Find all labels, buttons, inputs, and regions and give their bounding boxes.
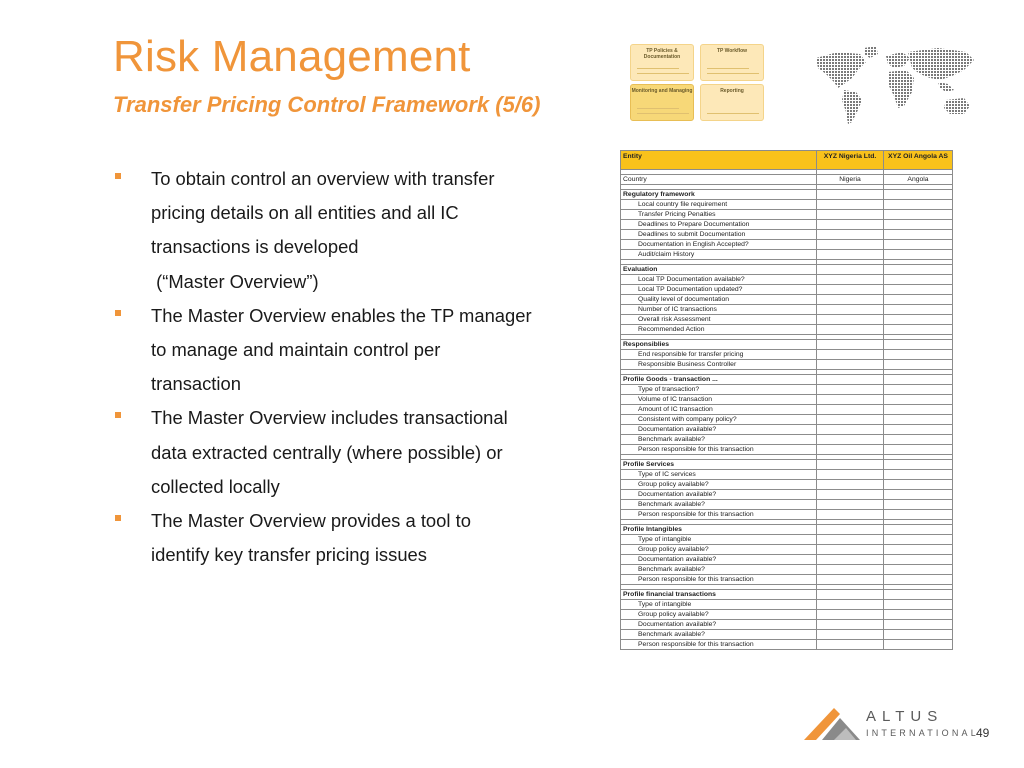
table-cell <box>817 230 884 240</box>
row-label: Audit/claim History <box>621 250 817 260</box>
bullet-text-line: The Master Overview enables the TP manager <box>151 304 532 326</box>
page-number: 49 <box>976 726 990 740</box>
table-cell <box>884 305 953 315</box>
row-label: Benchmark available? <box>621 435 817 445</box>
diagram-box-label: TP Policies & Documentation <box>643 48 681 60</box>
row-label: Type of intangible <box>621 600 817 610</box>
table-cell <box>817 375 884 385</box>
table-cell <box>817 480 884 490</box>
table-cell <box>884 490 953 500</box>
row-label: Local TP Documentation available? <box>621 275 817 285</box>
framework-diagram <box>630 44 765 120</box>
table-row <box>621 405 953 415</box>
table-cell <box>817 510 884 520</box>
table-row <box>621 325 953 335</box>
row-label: Type of intangible <box>621 535 817 545</box>
table-cell <box>884 210 953 220</box>
row-label: Group policy available? <box>621 480 817 490</box>
table-cell <box>884 385 953 395</box>
bullet-square-icon <box>115 412 121 418</box>
bullet-item <box>113 299 593 402</box>
table-cell <box>817 305 884 315</box>
section-title: Responsiblies <box>621 340 817 350</box>
table-cell <box>817 620 884 630</box>
row-label: Deadlines to Prepare Documentation <box>621 220 817 230</box>
table-row <box>621 385 953 395</box>
bullet-item <box>113 401 593 504</box>
table-row <box>621 640 953 650</box>
row-label: Benchmark available? <box>621 630 817 640</box>
table-row <box>621 575 953 585</box>
diagram-box-label: Reporting <box>720 88 744 94</box>
section-title: Profile Goods - transaction ... <box>621 375 817 385</box>
table-cell <box>817 385 884 395</box>
table-header-row <box>621 151 953 170</box>
table-cell <box>884 230 953 240</box>
table-cell <box>817 415 884 425</box>
table-cell <box>884 375 953 385</box>
table-row <box>621 555 953 565</box>
section-title: Profile Services <box>621 460 817 470</box>
row-label: Documentation available? <box>621 425 817 435</box>
header-entity-1: XYZ Nigeria Ltd. <box>817 151 884 170</box>
logo-text-altus: ALTUS <box>866 708 944 725</box>
table-cell <box>884 445 953 455</box>
table-cell <box>884 250 953 260</box>
row-label: Documentation available? <box>621 620 817 630</box>
table-section-row <box>621 525 953 535</box>
row-label: Benchmark available? <box>621 500 817 510</box>
table-cell <box>884 630 953 640</box>
table-cell <box>817 500 884 510</box>
table-cell <box>817 295 884 305</box>
row-label: Type of transaction? <box>621 385 817 395</box>
row-label: Quality level of documentation <box>621 295 817 305</box>
diagram-box-monitoring <box>630 84 694 121</box>
row-label: Benchmark available? <box>621 565 817 575</box>
row-label: Recommended Action <box>621 325 817 335</box>
row-label: Person responsible for this transaction <box>621 575 817 585</box>
table-row <box>621 630 953 640</box>
table-cell <box>884 275 953 285</box>
table-row <box>621 275 953 285</box>
master-overview-table <box>620 150 953 650</box>
section-title: Profile financial transactions <box>621 590 817 600</box>
bullet-text-line: to manage and maintain control per <box>151 339 441 361</box>
altus-logo-mark-icon <box>804 706 864 742</box>
table-cell <box>884 500 953 510</box>
table-cell <box>884 350 953 360</box>
table-section-row <box>621 190 953 200</box>
row-label: Number of IC transactions <box>621 305 817 315</box>
table-cell <box>817 575 884 585</box>
table-cell <box>884 285 953 295</box>
bullet-text-line: transactions is developed <box>151 236 359 258</box>
table-row <box>621 315 953 325</box>
diagram-box-label: Monitoring and Managing <box>631 88 693 94</box>
table-cell <box>817 445 884 455</box>
bullet-item <box>113 504 593 572</box>
bullet-text-line: (“Master Overview”) <box>151 270 319 292</box>
logo-text-international: INTERNATIONAL <box>866 728 979 738</box>
bullet-square-icon <box>115 515 121 521</box>
table-cell <box>884 295 953 305</box>
table-row <box>621 470 953 480</box>
table-cell <box>817 220 884 230</box>
table-cell <box>817 210 884 220</box>
row-label: Person responsible for this transaction <box>621 510 817 520</box>
table-cell <box>817 600 884 610</box>
table-cell <box>817 630 884 640</box>
table-cell <box>817 340 884 350</box>
table-row <box>621 480 953 490</box>
table-cell <box>817 325 884 335</box>
table-cell <box>817 590 884 600</box>
table-row <box>621 250 953 260</box>
table-cell <box>884 510 953 520</box>
table-section-row <box>621 375 953 385</box>
table-row <box>621 500 953 510</box>
table-row <box>621 620 953 630</box>
table-cell <box>817 405 884 415</box>
row-label: Documentation available? <box>621 490 817 500</box>
table-cell <box>817 250 884 260</box>
table-cell <box>884 620 953 630</box>
table-row <box>621 200 953 210</box>
diagram-box-tp-workflow <box>700 44 764 81</box>
table-cell <box>884 265 953 275</box>
table-row <box>621 285 953 295</box>
section-title: Profile Intangibles <box>621 525 817 535</box>
table-row <box>621 360 953 370</box>
row-label: Transfer Pricing Penalties <box>621 210 817 220</box>
row-label: Volume of IC transaction <box>621 395 817 405</box>
table-row <box>621 395 953 405</box>
table-row <box>621 240 953 250</box>
table-cell <box>817 565 884 575</box>
bullet-text-line: To obtain control an overview with transfer <box>151 168 495 189</box>
bullet-text-line: The Master Overview includes transactional <box>151 407 508 429</box>
table-cell <box>817 395 884 405</box>
row-label: End responsible for transfer pricing <box>621 350 817 360</box>
section-title: Regulatory framework <box>621 190 817 200</box>
table-cell <box>884 610 953 620</box>
table-cell <box>884 415 953 425</box>
table-cell <box>817 360 884 370</box>
header-entity: Entity <box>621 151 817 170</box>
table-cell <box>884 200 953 210</box>
row-label: Group policy available? <box>621 545 817 555</box>
table-row <box>621 535 953 545</box>
bullet-text-line: data extracted centrally (where possible) or <box>151 441 503 463</box>
table-cell <box>884 435 953 445</box>
table-cell <box>817 350 884 360</box>
bullet-square-icon <box>115 173 121 179</box>
table-row <box>621 230 953 240</box>
table-cell <box>817 535 884 545</box>
table-cell <box>884 525 953 535</box>
bullet-text-line: The Master Overview provides a tool to <box>151 510 471 532</box>
table-cell <box>884 555 953 565</box>
table-cell <box>817 470 884 480</box>
section-title: Evaluation <box>621 265 817 275</box>
table-cell <box>884 545 953 555</box>
row-label: Responsible Business Controller <box>621 360 817 370</box>
diagram-box-tp-policies <box>630 44 694 81</box>
row-label: Person responsible for this transaction <box>621 640 817 650</box>
table-cell <box>884 325 953 335</box>
table-cell <box>817 555 884 565</box>
country-label: Country <box>621 175 817 185</box>
table-row <box>621 295 953 305</box>
table-cell <box>884 220 953 230</box>
table-cell <box>884 565 953 575</box>
slide-subtitle: Transfer Pricing Control Framework (5/6) <box>113 92 541 117</box>
row-label: Local TP Documentation updated? <box>621 285 817 295</box>
row-label: Type of IC services <box>621 470 817 480</box>
row-label: Person responsible for this transaction <box>621 445 817 455</box>
table-cell <box>884 360 953 370</box>
country-value-2: Angola <box>884 175 953 185</box>
table-cell <box>884 425 953 435</box>
table-cell <box>884 395 953 405</box>
table-row <box>621 545 953 555</box>
bullet-square-icon <box>115 310 121 316</box>
diagram-box-reporting <box>700 84 764 121</box>
table-row <box>621 305 953 315</box>
table-section-row <box>621 265 953 275</box>
table-cell <box>817 525 884 535</box>
table-cell <box>884 535 953 545</box>
table-cell <box>817 545 884 555</box>
row-label: Group policy available? <box>621 610 817 620</box>
table-cell <box>817 315 884 325</box>
table-cell <box>884 405 953 415</box>
table-cell <box>817 200 884 210</box>
table-cell <box>884 480 953 490</box>
bullet-item <box>113 162 593 299</box>
table-cell <box>817 190 884 200</box>
row-label: Deadlines to submit Documentation <box>621 230 817 240</box>
table-cell <box>884 600 953 610</box>
table-cell <box>884 575 953 585</box>
table-cell <box>884 460 953 470</box>
table-row <box>621 435 953 445</box>
table-cell <box>817 460 884 470</box>
table-cell <box>884 315 953 325</box>
bullet-text-line: identify key transfer pricing issues <box>151 544 427 566</box>
row-label: Overall risk Assessment <box>621 315 817 325</box>
header-entity-2: XYZ Oil Angola AS <box>884 151 953 170</box>
slide-title: Risk Management <box>113 32 471 81</box>
altus-logo <box>804 706 979 742</box>
table-cell <box>817 435 884 445</box>
country-value-1: Nigeria <box>817 175 884 185</box>
table-cell <box>817 490 884 500</box>
table-cell <box>817 425 884 435</box>
bullet-list <box>113 162 593 572</box>
table-row <box>621 490 953 500</box>
table-section-row <box>621 590 953 600</box>
bullet-text-line: collected locally <box>151 475 280 497</box>
table-cell <box>884 590 953 600</box>
table-row <box>621 510 953 520</box>
table-cell <box>884 340 953 350</box>
table-cell <box>817 285 884 295</box>
diagram-box-label: TP Workflow <box>716 48 748 54</box>
table-cell <box>817 240 884 250</box>
table-cell <box>817 610 884 620</box>
table-row <box>621 565 953 575</box>
table-cell <box>884 470 953 480</box>
table-cell <box>884 190 953 200</box>
table-cell <box>817 275 884 285</box>
row-label: Documentation available? <box>621 555 817 565</box>
table-cell <box>884 640 953 650</box>
row-label: Consistent with company policy? <box>621 415 817 425</box>
table-row <box>621 210 953 220</box>
bullet-text-line: transaction <box>151 373 241 395</box>
table-row <box>621 415 953 425</box>
row-label: Local country file requirement <box>621 200 817 210</box>
table-cell <box>817 640 884 650</box>
table-cell <box>884 240 953 250</box>
table-section-row <box>621 460 953 470</box>
row-label: Amount of IC transaction <box>621 405 817 415</box>
table-row <box>621 425 953 435</box>
world-map-image <box>808 44 980 130</box>
table-row <box>621 220 953 230</box>
table-row <box>621 445 953 455</box>
table-section-row <box>621 340 953 350</box>
bullet-text-line: pricing details on all entities and all IC <box>151 202 459 224</box>
table-row <box>621 350 953 360</box>
table-cell <box>817 265 884 275</box>
table-row <box>621 610 953 620</box>
row-label: Documentation in English Accepted? <box>621 240 817 250</box>
table-row <box>621 600 953 610</box>
table-row-country <box>621 175 953 185</box>
